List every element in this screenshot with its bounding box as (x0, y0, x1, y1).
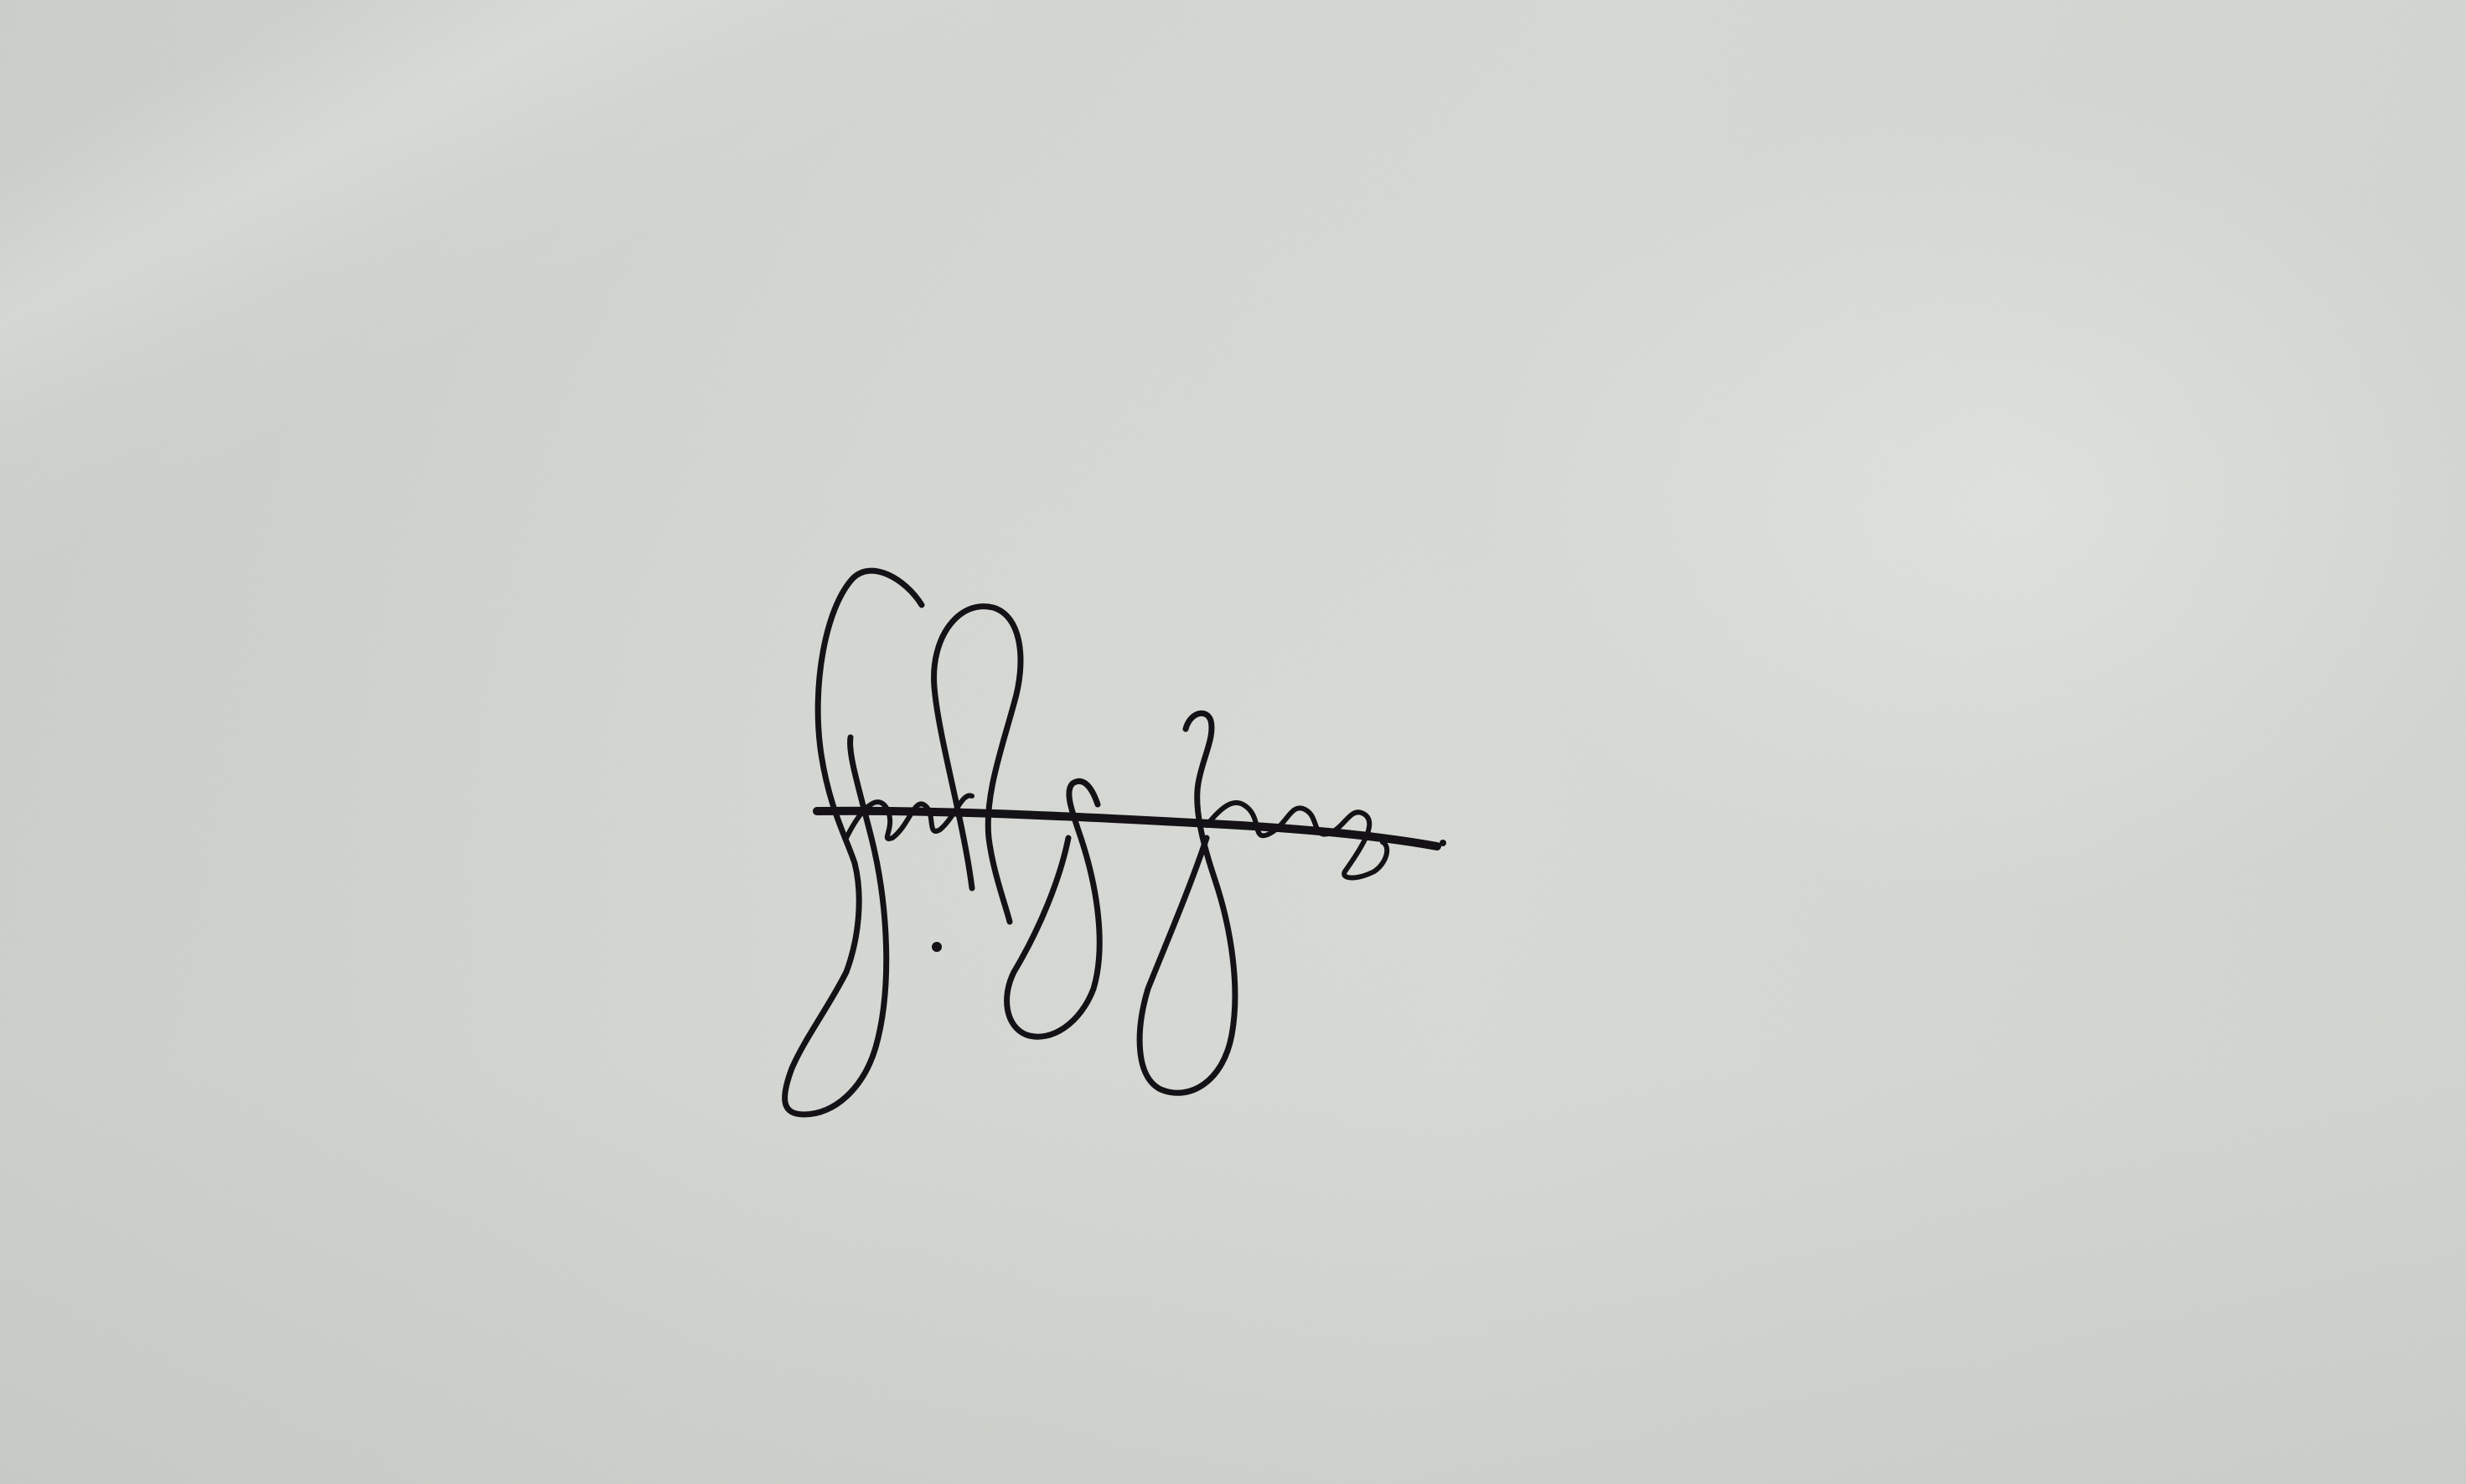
signature-stroke-trailing-letters (1207, 803, 1387, 878)
signature-stroke-right-descender (1140, 713, 1235, 1093)
signature-end-dot (1440, 840, 1446, 846)
signature-stroke-second-ascender (934, 607, 1021, 922)
signature-dot (932, 942, 942, 952)
signature-stroke-first-letter (785, 571, 922, 1114)
